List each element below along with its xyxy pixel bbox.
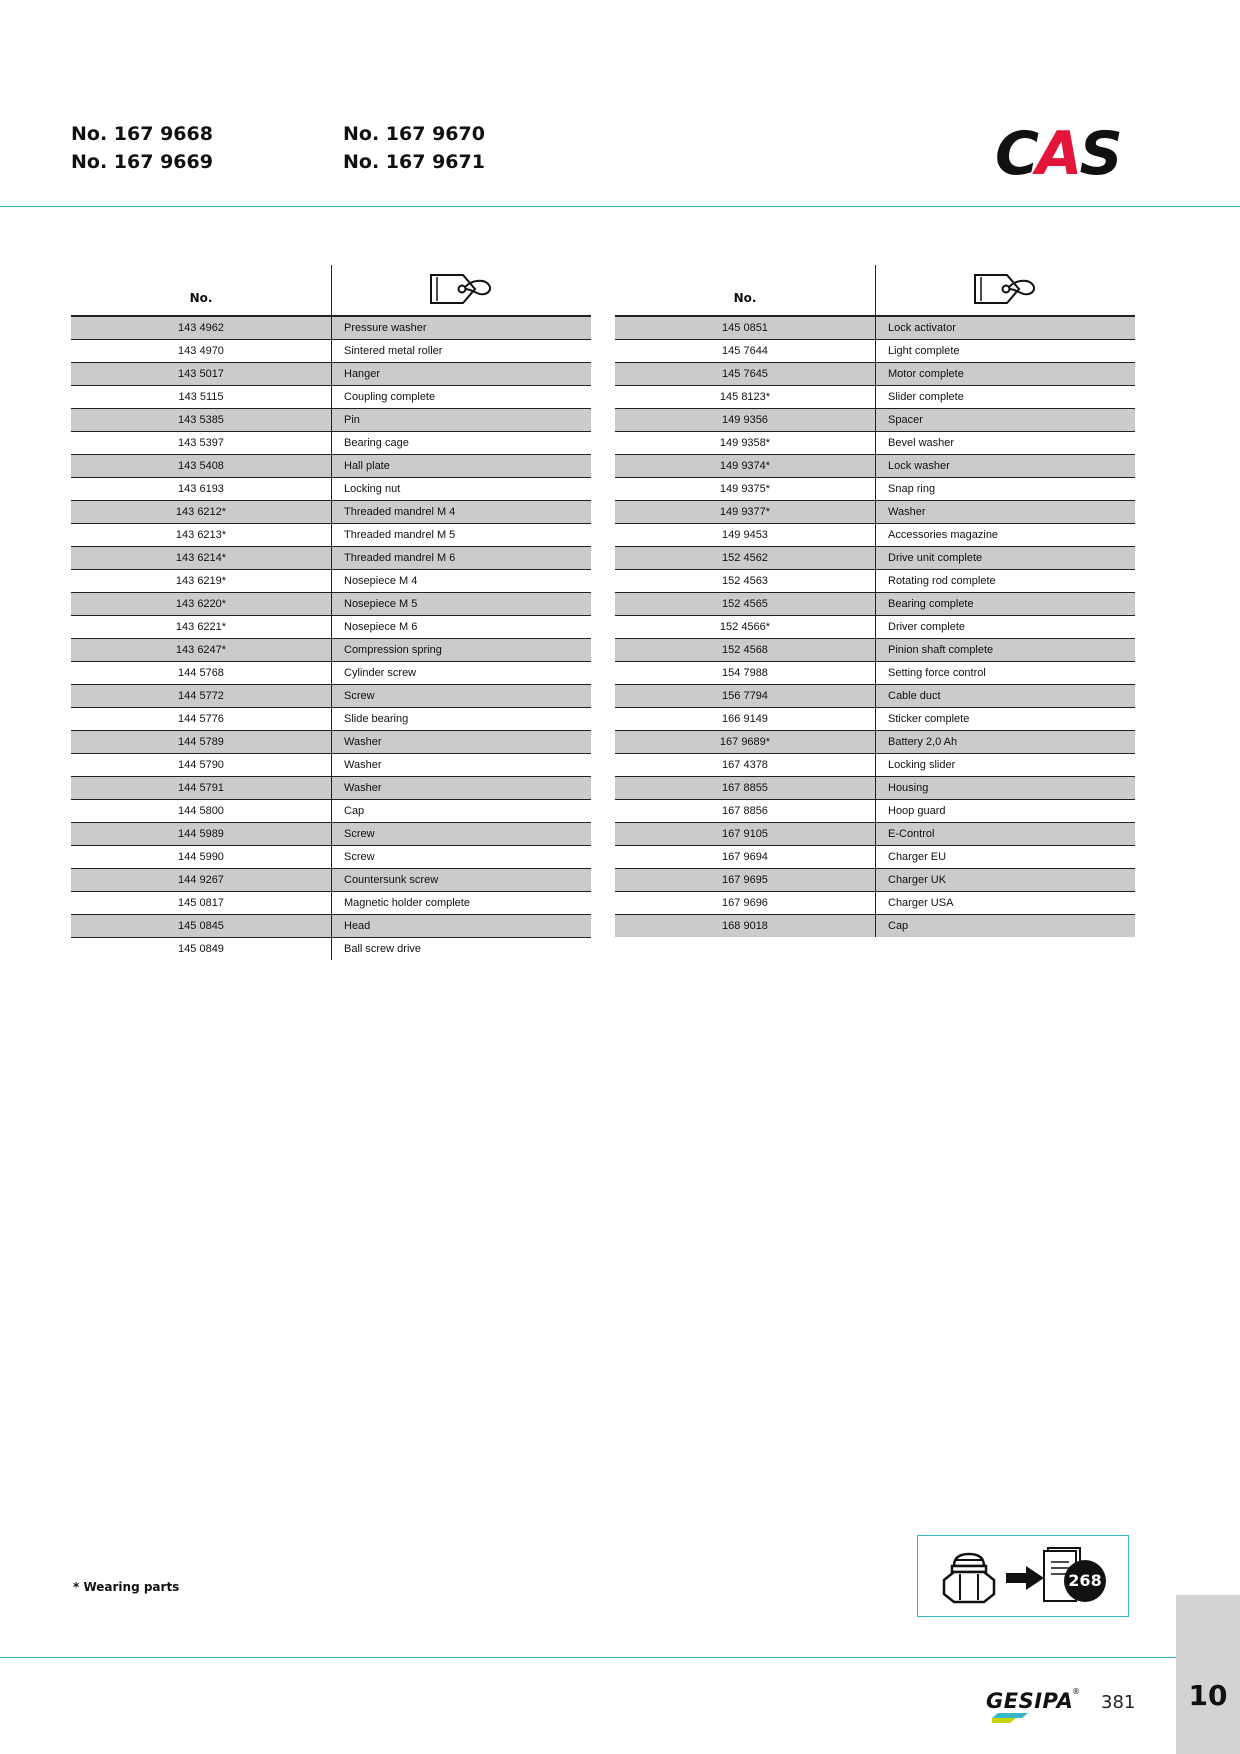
column-header-number: No. bbox=[615, 265, 876, 316]
part-designation: Bearing cage bbox=[332, 432, 592, 455]
part-designation: Hall plate bbox=[332, 455, 592, 478]
part-number: 152 4565 bbox=[615, 593, 876, 616]
cas-logo bbox=[995, 118, 1135, 184]
part-number: 144 5989 bbox=[71, 823, 332, 846]
part-number: 145 7645 bbox=[615, 363, 876, 386]
part-number: 143 6220* bbox=[71, 593, 332, 616]
wearing-parts-note: * Wearing parts bbox=[73, 1580, 180, 1594]
part-designation: Threaded mandrel M 5 bbox=[332, 524, 592, 547]
part-designation: Charger USA bbox=[876, 892, 1136, 915]
table-row bbox=[615, 639, 1135, 662]
part-number: 152 4563 bbox=[615, 570, 876, 593]
table-row bbox=[71, 777, 591, 800]
part-designation: Driver complete bbox=[876, 616, 1136, 639]
part-designation: Lock washer bbox=[876, 455, 1136, 478]
table-row bbox=[71, 938, 591, 961]
part-number: 144 5990 bbox=[71, 846, 332, 869]
table-row bbox=[615, 685, 1135, 708]
part-number: 149 9358* bbox=[615, 432, 876, 455]
table-row bbox=[71, 409, 591, 432]
part-designation: Threaded mandrel M 4 bbox=[332, 501, 592, 524]
spare-parts-table-left bbox=[71, 265, 591, 960]
part-designation: Cap bbox=[332, 800, 592, 823]
table-row bbox=[615, 478, 1135, 501]
part-number: 154 7988 bbox=[615, 662, 876, 685]
part-number: 144 9267 bbox=[71, 869, 332, 892]
part-number: 167 9696 bbox=[615, 892, 876, 915]
part-designation: Pin bbox=[332, 409, 592, 432]
part-designation: Pressure washer bbox=[332, 316, 592, 340]
part-designation: Coupling complete bbox=[332, 386, 592, 409]
header-divider bbox=[0, 206, 1240, 207]
part-number: 167 9105 bbox=[615, 823, 876, 846]
part-number: 143 5115 bbox=[71, 386, 332, 409]
table-row bbox=[615, 501, 1135, 524]
screw-plug-icon bbox=[940, 1550, 998, 1604]
part-number: 143 6213* bbox=[71, 524, 332, 547]
part-designation: Compression spring bbox=[332, 639, 592, 662]
column-header-designation bbox=[876, 265, 1136, 316]
part-designation: Snap ring bbox=[876, 478, 1136, 501]
table-row bbox=[71, 593, 591, 616]
column-header-number: No. bbox=[71, 265, 332, 316]
part-designation: Countersunk screw bbox=[332, 869, 592, 892]
table-row bbox=[615, 800, 1135, 823]
table-row bbox=[615, 892, 1135, 915]
page-number: 381 bbox=[1101, 1692, 1136, 1713]
table-row bbox=[615, 915, 1135, 938]
part-number: 166 9149 bbox=[615, 708, 876, 731]
part-number: 168 9018 bbox=[615, 915, 876, 938]
brand-name: GESIPA bbox=[986, 1689, 1074, 1713]
table-row bbox=[615, 547, 1135, 570]
part-number: 143 6214* bbox=[71, 547, 332, 570]
part-number: 143 5397 bbox=[71, 432, 332, 455]
part-number: 144 5776 bbox=[71, 708, 332, 731]
part-number: 144 5768 bbox=[71, 662, 332, 685]
table-row bbox=[71, 455, 591, 478]
part-number: 143 6247* bbox=[71, 639, 332, 662]
table-row bbox=[615, 593, 1135, 616]
svg-text:CAS: CAS bbox=[995, 119, 1120, 184]
article-number: No. 167 9670 bbox=[343, 123, 485, 145]
part-designation: Accessories magazine bbox=[876, 524, 1136, 547]
part-number: 156 7794 bbox=[615, 685, 876, 708]
table-row bbox=[71, 731, 591, 754]
part-number: 149 9374* bbox=[615, 455, 876, 478]
part-designation: Ball screw drive bbox=[332, 938, 592, 961]
table-row bbox=[71, 754, 591, 777]
table-row bbox=[71, 800, 591, 823]
footer-divider bbox=[0, 1657, 1176, 1658]
part-number: 143 6193 bbox=[71, 478, 332, 501]
part-designation: Magnetic holder complete bbox=[332, 892, 592, 915]
part-designation: Light complete bbox=[876, 340, 1136, 363]
part-designation: Slide bearing bbox=[332, 708, 592, 731]
part-designation: Screw bbox=[332, 685, 592, 708]
part-designation: Screw bbox=[332, 823, 592, 846]
cross-reference-box bbox=[917, 1535, 1129, 1617]
part-designation: Hanger bbox=[332, 363, 592, 386]
part-designation: Cap bbox=[876, 915, 1136, 938]
table-row bbox=[615, 570, 1135, 593]
table-row bbox=[71, 340, 591, 363]
part-designation: Nosepiece M 4 bbox=[332, 570, 592, 593]
table-row bbox=[71, 892, 591, 915]
article-numbers-left bbox=[71, 120, 213, 176]
part-designation: Housing bbox=[876, 777, 1136, 800]
part-number: 144 5790 bbox=[71, 754, 332, 777]
table-row bbox=[71, 823, 591, 846]
arrow-right-icon bbox=[1006, 1566, 1044, 1590]
gesipa-logo bbox=[986, 1685, 1078, 1725]
chapter-tab bbox=[1176, 1595, 1240, 1754]
price-tag-icon bbox=[973, 272, 1039, 306]
part-number: 167 8855 bbox=[615, 777, 876, 800]
part-number: 143 5017 bbox=[71, 363, 332, 386]
part-designation: Washer bbox=[332, 731, 592, 754]
part-number: 152 4562 bbox=[615, 547, 876, 570]
part-designation: Sticker complete bbox=[876, 708, 1136, 731]
part-number: 144 5800 bbox=[71, 800, 332, 823]
table-row bbox=[615, 340, 1135, 363]
table-row bbox=[615, 777, 1135, 800]
part-designation: Charger EU bbox=[876, 846, 1136, 869]
table-row bbox=[71, 501, 591, 524]
article-number: No. 167 9668 bbox=[71, 123, 213, 145]
spare-parts-table-right bbox=[615, 265, 1135, 937]
part-designation: Nosepiece M 6 bbox=[332, 616, 592, 639]
part-number: 145 0845 bbox=[71, 915, 332, 938]
table-row bbox=[615, 823, 1135, 846]
part-designation: Cable duct bbox=[876, 685, 1136, 708]
table-row bbox=[615, 708, 1135, 731]
part-designation: Bevel washer bbox=[876, 432, 1136, 455]
part-designation: Threaded mandrel M 6 bbox=[332, 547, 592, 570]
part-number: 143 6212* bbox=[71, 501, 332, 524]
part-designation: Locking slider bbox=[876, 754, 1136, 777]
part-designation: E-Control bbox=[876, 823, 1136, 846]
table-row bbox=[71, 316, 591, 340]
part-number: 145 0817 bbox=[71, 892, 332, 915]
table-row bbox=[615, 616, 1135, 639]
part-number: 149 9453 bbox=[615, 524, 876, 547]
table-row bbox=[71, 846, 591, 869]
part-number: 167 8856 bbox=[615, 800, 876, 823]
part-designation: Battery 2,0 Ah bbox=[876, 731, 1136, 754]
gesipa-swoosh-icon bbox=[992, 1713, 1028, 1723]
part-number: 167 9689* bbox=[615, 731, 876, 754]
part-number: 152 4568 bbox=[615, 639, 876, 662]
part-number: 149 9356 bbox=[615, 409, 876, 432]
part-designation: Slider complete bbox=[876, 386, 1136, 409]
table-row bbox=[615, 846, 1135, 869]
part-number: 145 8123* bbox=[615, 386, 876, 409]
table-row bbox=[615, 316, 1135, 340]
part-number: 143 5408 bbox=[71, 455, 332, 478]
part-designation: Spacer bbox=[876, 409, 1136, 432]
table-row bbox=[615, 662, 1135, 685]
table-row bbox=[615, 869, 1135, 892]
part-number: 152 4566* bbox=[615, 616, 876, 639]
table-row bbox=[71, 547, 591, 570]
table-row bbox=[71, 478, 591, 501]
part-number: 143 6221* bbox=[71, 616, 332, 639]
table-row bbox=[71, 915, 591, 938]
part-designation: Hoop guard bbox=[876, 800, 1136, 823]
table-row bbox=[615, 731, 1135, 754]
table-row bbox=[71, 662, 591, 685]
table-row bbox=[615, 754, 1135, 777]
part-designation: Rotating rod complete bbox=[876, 570, 1136, 593]
part-designation: Drive unit complete bbox=[876, 547, 1136, 570]
table-row bbox=[615, 409, 1135, 432]
table-row bbox=[615, 386, 1135, 409]
part-designation: Bearing complete bbox=[876, 593, 1136, 616]
table-row bbox=[71, 570, 591, 593]
brand-registered-mark: ® bbox=[1072, 1687, 1080, 1696]
part-number: 149 9377* bbox=[615, 501, 876, 524]
column-header-designation bbox=[332, 265, 592, 316]
chapter-number: 10 bbox=[1188, 1679, 1228, 1712]
article-number: No. 167 9671 bbox=[343, 151, 485, 173]
part-designation: Motor complete bbox=[876, 363, 1136, 386]
part-number: 145 0851 bbox=[615, 316, 876, 340]
part-number: 167 9694 bbox=[615, 846, 876, 869]
table-row bbox=[71, 639, 591, 662]
article-number: No. 167 9669 bbox=[71, 151, 213, 173]
part-number: 144 5791 bbox=[71, 777, 332, 800]
reference-page-badge: 268 bbox=[1064, 1560, 1106, 1602]
part-designation: Pinion shaft complete bbox=[876, 639, 1136, 662]
table-row bbox=[71, 869, 591, 892]
table-row bbox=[71, 363, 591, 386]
part-designation: Nosepiece M 5 bbox=[332, 593, 592, 616]
table-row bbox=[615, 363, 1135, 386]
table-row bbox=[71, 524, 591, 547]
part-number: 145 7644 bbox=[615, 340, 876, 363]
table-row bbox=[71, 685, 591, 708]
part-number: 145 0849 bbox=[178, 943, 224, 955]
part-number: 143 4962 bbox=[71, 316, 332, 340]
part-number: 167 4378 bbox=[615, 754, 876, 777]
table-row bbox=[71, 432, 591, 455]
part-designation: Washer bbox=[876, 501, 1136, 524]
table-row bbox=[71, 616, 591, 639]
table-row bbox=[615, 524, 1135, 547]
part-designation: Cylinder screw bbox=[332, 662, 592, 685]
part-number: 143 5385 bbox=[71, 409, 332, 432]
part-number: 144 5772 bbox=[71, 685, 332, 708]
part-designation: Head bbox=[332, 915, 592, 938]
part-designation: Sintered metal roller bbox=[332, 340, 592, 363]
article-numbers-right bbox=[343, 120, 485, 176]
part-designation: Charger UK bbox=[876, 869, 1136, 892]
part-number: 143 4970 bbox=[71, 340, 332, 363]
part-number: 144 5789 bbox=[71, 731, 332, 754]
part-designation: Washer bbox=[332, 754, 592, 777]
part-number: 167 9695 bbox=[615, 869, 876, 892]
part-designation: Lock activator bbox=[876, 316, 1136, 340]
part-number: 143 6219* bbox=[71, 570, 332, 593]
table-row bbox=[71, 708, 591, 731]
part-designation: Locking nut bbox=[332, 478, 592, 501]
part-number: 149 9375* bbox=[615, 478, 876, 501]
table-row bbox=[615, 455, 1135, 478]
part-designation: Screw bbox=[332, 846, 592, 869]
price-tag-icon bbox=[429, 272, 495, 306]
part-designation: Washer bbox=[332, 777, 592, 800]
table-row bbox=[615, 432, 1135, 455]
part-designation: Setting force control bbox=[876, 662, 1136, 685]
table-row bbox=[71, 386, 591, 409]
